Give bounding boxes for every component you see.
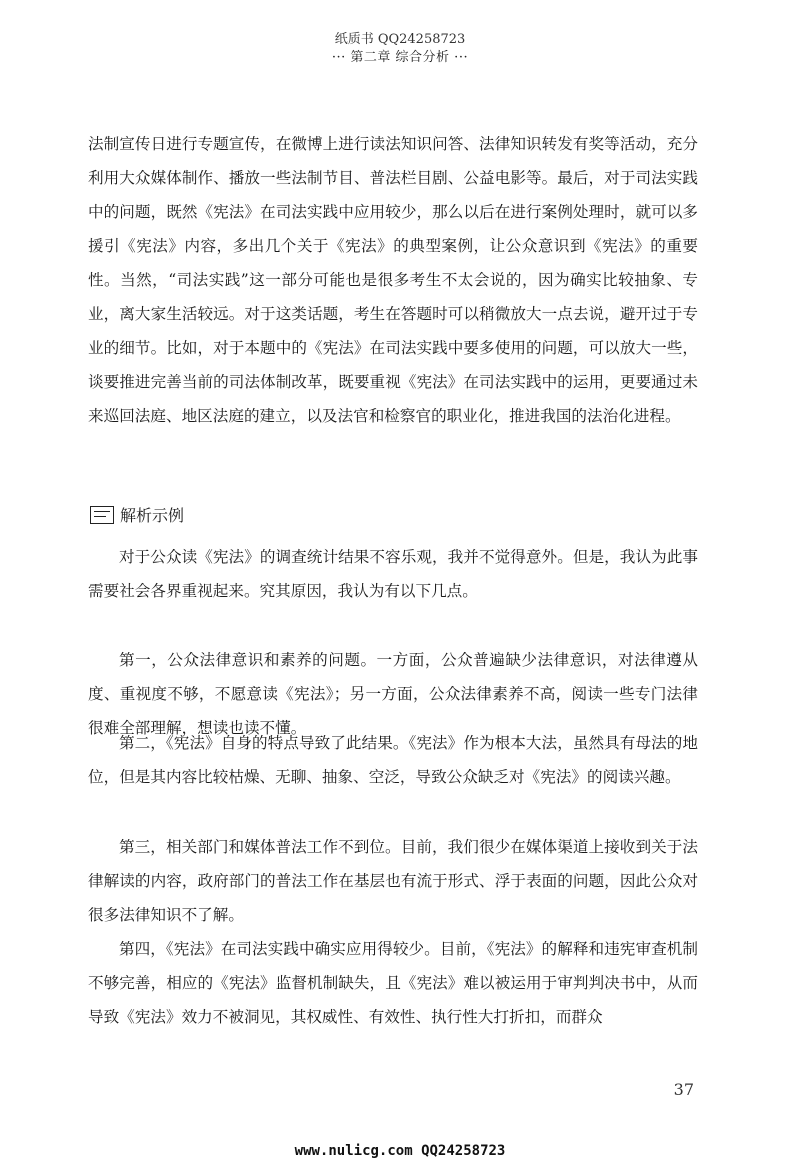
example-paragraph: 第四，《宪法》在司法实践中确实应用得较少。目前，《宪法》的解释和违宪审查机制不够完善，相应的《宪法》监督机制缺失，且《宪法》难以被运用于审判判决书中，从而导致《宪法》效力不被洞见，其权威性、有效性、执行性大打折扣，而群众 — [88, 940, 698, 1026]
example-paragraph: 第三，相关部门和媒体普法工作不到位。目前，我们很少在媒体渠道上接收到关于法律解读的内容，政府部门的普法工作在基层也有流于形式、浮于表面的问题，因此公众对很多法律知识不了解。 — [88, 838, 698, 924]
body-paragraph: 法制宣传日进行专题宣传，在微博上进行读法知识问答、法律知识转发有奖等活动，充分利用大众媒体制作、播放一些法制节目、普法栏目剧、公益电影等。最后，对于司法实践中的问题，既然《宪法》在司法实践中应用较少，那么以后在进行案例处理时，就可以多援引《宪法》内容，多出几个关于《宪法》的典型案例，让公众意识到《宪法》的重要性。当然，“司法实践”这一部分可能也是很多考生不太会说的，因为确实比较抽象、专业，离大家生活较远。对于这类话题，考生在答题时可以稍微放大一点去说，避开过于专业的细节。比如，对于本题中的《宪法》在司法实践中要多使用的问题，可以放大一些，谈要推进完善当前的司法体制改革，既要重视《宪法》在司法实践中的运用，更要通过未来巡回法庭、地区法庭的建立，以及法官和检察官的职业化，推进我国的法治化进程。 — [88, 135, 698, 425]
page-number: 37 — [673, 1080, 694, 1099]
chapter-header: ··· 第二章 综合分析 ··· — [331, 50, 469, 65]
example-paragraph: 第一，公众法律意识和素养的问题。一方面，公众普遍缺少法律意识，对法律遵从度、重视度不够，不愿意读《宪法》；另一方面，公众法律素养不高，阅读一些专门法律很难全部理解，想读也读不懂。 — [88, 651, 698, 737]
notebook-icon — [90, 506, 114, 524]
footer-watermark: www.nulicg.com QQ24258723 — [294, 1143, 506, 1159]
watermark-text: 纸质书 QQ24258723 — [334, 32, 466, 47]
section-heading — [90, 503, 184, 526]
section-title: 解析示例 — [120, 506, 185, 525]
example-paragraph: 第二，《宪法》自身的特点导致了此结果。《宪法》作为根本大法，虽然具有母法的地位，但是其内容比较枯燥、无聊、抽象、空泛，导致公众缺乏对《宪法》的阅读兴趣。 — [88, 734, 698, 786]
example-paragraph: 对于公众读《宪法》的调查统计结果不容乐观，我并不觉得意外。但是，我认为此事需要社会各界重视起来。究其原因，我认为有以下几点。 — [88, 548, 698, 600]
